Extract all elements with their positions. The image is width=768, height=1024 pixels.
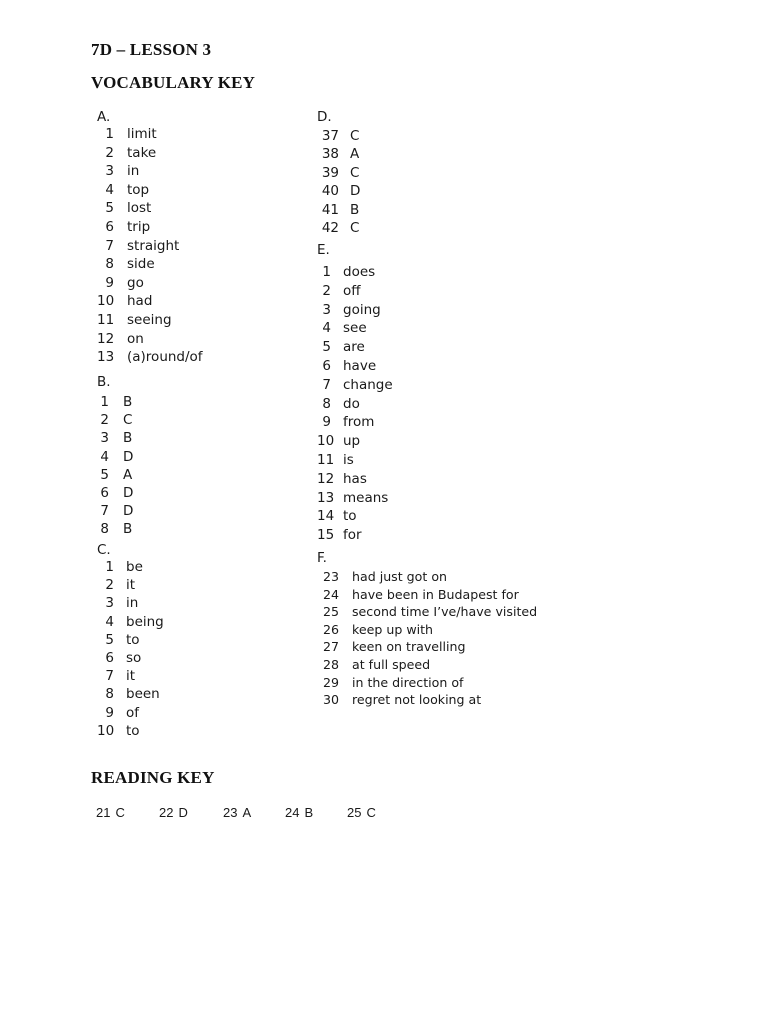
answer-list — [317, 568, 538, 709]
answer-item — [317, 338, 365, 357]
item-number: 7 — [105, 668, 114, 685]
item-answer: A — [242, 805, 252, 820]
answer-item — [97, 311, 172, 330]
answer-item — [317, 621, 434, 639]
item-answer: lost — [127, 200, 152, 217]
answer-item — [317, 526, 362, 545]
item-number: 7 — [105, 237, 114, 254]
answer-item — [97, 411, 133, 429]
item-number: 2 — [322, 282, 331, 299]
item-number: 30 — [322, 692, 339, 708]
item-answer: it — [126, 577, 136, 594]
answer-item — [317, 182, 361, 200]
item-answer: change — [343, 376, 393, 393]
item-number: 3 — [322, 301, 331, 318]
item-number: 5 — [100, 466, 109, 483]
answer-item — [97, 393, 133, 411]
item-number: 7 — [100, 503, 109, 520]
item-number: 3 — [105, 595, 114, 612]
item-number: 23 — [322, 569, 339, 584]
section-label: E. — [317, 242, 330, 258]
answer-item — [317, 432, 361, 451]
item-answer: B — [123, 394, 133, 410]
reading-answer-item — [347, 804, 376, 822]
item-answer: (a)round/of — [127, 349, 203, 366]
item-number: 22 — [159, 805, 174, 820]
answer-item — [97, 594, 139, 612]
item-answer: be — [126, 559, 143, 575]
item-answer: of — [126, 704, 140, 721]
item-number: 5 — [105, 631, 114, 648]
answer-item — [317, 413, 375, 432]
item-number: 21 — [96, 805, 111, 820]
item-number: 1 — [322, 264, 331, 280]
item-answer: has — [343, 470, 367, 487]
answer-item — [317, 568, 448, 586]
item-number: 8 — [322, 395, 331, 412]
item-number: 6 — [322, 357, 331, 374]
item-answer: A — [123, 466, 133, 483]
item-answer: B — [123, 430, 133, 447]
item-answer: to — [126, 722, 140, 739]
answer-item — [317, 219, 360, 237]
reading-answer-item — [96, 804, 125, 822]
item-number: 1 — [100, 394, 109, 410]
item-answer: side — [127, 256, 155, 273]
answer-item — [317, 489, 389, 508]
answer-item — [97, 502, 134, 520]
item-number: 11 — [317, 451, 335, 468]
item-answer: to — [343, 508, 357, 525]
answer-item — [317, 451, 354, 470]
item-answer: keen on travelling — [352, 639, 466, 655]
item-answer: C — [350, 219, 360, 236]
item-number: 27 — [322, 639, 339, 655]
item-answer: have been in Budapest for — [352, 586, 519, 602]
item-number: 24 — [285, 805, 300, 820]
item-answer: keep up with — [352, 621, 434, 637]
item-answer: D — [350, 183, 361, 200]
item-answer: for — [343, 527, 362, 544]
item-number: 40 — [321, 183, 339, 200]
item-number: 4 — [105, 181, 114, 198]
item-answer: top — [127, 181, 150, 198]
answer-item — [97, 181, 150, 200]
answer-item — [317, 282, 361, 301]
answer-item — [317, 603, 538, 621]
item-answer: C — [366, 805, 376, 820]
section-label: C. — [97, 542, 111, 558]
item-number: 12 — [97, 330, 115, 347]
answer-item — [97, 274, 144, 293]
vocabulary-key-heading: VOCABULARY KEY — [91, 73, 256, 92]
item-answer: on — [127, 330, 144, 347]
section-label: D. — [317, 109, 332, 125]
item-answer: C — [350, 164, 360, 181]
item-number: 6 — [105, 649, 114, 666]
answer-item — [97, 348, 203, 367]
item-answer: D — [123, 503, 134, 520]
answer-item — [317, 470, 367, 489]
item-answer: going — [343, 301, 381, 318]
answer-item — [97, 576, 136, 594]
reading-key-heading: READING KEY — [91, 768, 215, 787]
answer-item — [97, 613, 164, 631]
item-answer: D — [123, 448, 134, 465]
answer-item — [97, 199, 152, 218]
item-answer: had just got on — [352, 569, 448, 584]
answer-item — [97, 631, 140, 649]
answer-item — [97, 466, 133, 484]
item-number: 2 — [105, 144, 114, 161]
item-number: 13 — [97, 349, 115, 366]
answer-item — [317, 586, 519, 604]
item-answer: are — [343, 339, 365, 356]
answer-item — [97, 429, 133, 447]
item-answer: C — [115, 805, 125, 820]
item-number: 9 — [322, 414, 331, 431]
answer-item — [97, 722, 140, 740]
answer-item — [97, 330, 144, 349]
item-number: 4 — [105, 613, 114, 630]
item-number: 38 — [321, 146, 339, 163]
answer-item — [97, 162, 140, 181]
reading-answer-item — [159, 804, 188, 822]
item-answer: does — [343, 264, 376, 280]
answer-item — [97, 704, 140, 722]
item-number: 10 — [97, 293, 115, 310]
item-answer: seeing — [127, 311, 172, 328]
item-number: 11 — [97, 311, 115, 328]
answer-item — [317, 301, 381, 320]
page-title: 7D – LESSON 3 — [91, 40, 212, 59]
answer-list — [317, 127, 361, 237]
item-answer: it — [126, 668, 136, 685]
answer-item — [97, 448, 134, 466]
answer-item — [97, 520, 133, 538]
answer-item — [97, 484, 134, 502]
answer-item — [317, 164, 360, 182]
answer-item — [97, 685, 160, 703]
reading-answer-item — [223, 804, 251, 822]
answer-list — [317, 263, 393, 545]
item-answer: been — [126, 686, 160, 703]
item-answer: up — [343, 433, 361, 450]
item-answer: go — [127, 274, 144, 291]
answer-item — [317, 376, 393, 395]
item-answer: do — [343, 395, 360, 412]
item-number: 6 — [105, 218, 114, 235]
item-number: 13 — [317, 489, 335, 506]
answer-item — [317, 145, 360, 163]
answer-item — [317, 395, 360, 414]
item-answer: being — [126, 613, 164, 630]
item-answer: in — [126, 595, 139, 612]
item-number: 3 — [105, 163, 114, 180]
item-number: 2 — [105, 577, 114, 594]
item-answer: take — [127, 144, 157, 161]
item-answer: B — [350, 201, 360, 218]
item-answer: off — [343, 282, 361, 299]
item-number: 37 — [321, 128, 339, 144]
answer-list — [97, 558, 164, 740]
answer-item — [97, 237, 180, 256]
item-answer: from — [343, 414, 375, 431]
item-answer: B — [304, 805, 314, 820]
item-number: 26 — [322, 621, 339, 637]
answer-list — [97, 393, 134, 539]
item-number: 42 — [321, 219, 339, 236]
item-number: 1 — [105, 126, 114, 142]
item-answer: is — [343, 451, 354, 468]
item-number: 9 — [105, 274, 114, 291]
item-number: 8 — [100, 521, 109, 538]
item-number: 28 — [322, 656, 339, 672]
answer-item — [97, 144, 157, 163]
answer-item — [317, 357, 377, 376]
answer-item — [317, 638, 466, 656]
answer-item — [97, 125, 157, 144]
section-label: B. — [97, 374, 111, 390]
item-answer: A — [350, 146, 360, 163]
item-answer: D — [178, 805, 188, 820]
item-number: 1 — [105, 559, 114, 575]
answer-item — [317, 507, 357, 526]
item-number: 23 — [223, 805, 238, 820]
item-number: 10 — [97, 722, 115, 739]
item-number: 5 — [322, 339, 331, 356]
item-answer: C — [350, 128, 360, 144]
section-label: A. — [97, 109, 111, 125]
item-answer: so — [126, 649, 142, 666]
item-answer: have — [343, 357, 377, 374]
answer-item — [317, 656, 431, 674]
answer-item — [97, 255, 155, 274]
item-answer: had — [127, 293, 153, 310]
item-answer: in — [127, 163, 140, 180]
item-number: 24 — [322, 586, 339, 602]
item-number: 7 — [322, 376, 331, 393]
reading-answer-item — [285, 804, 313, 822]
answer-item — [317, 674, 464, 692]
answer-item — [97, 667, 136, 685]
item-answer: to — [126, 631, 140, 648]
answer-item — [97, 649, 142, 667]
item-answer: limit — [127, 126, 157, 142]
item-answer: second time I’ve/have visited — [352, 604, 538, 620]
item-answer: means — [343, 489, 389, 506]
item-number: 4 — [100, 448, 109, 465]
answer-list — [97, 125, 203, 367]
answer-item — [317, 127, 360, 145]
item-number: 29 — [322, 674, 339, 690]
item-number: 9 — [105, 704, 114, 721]
item-number: 8 — [105, 686, 114, 703]
item-number: 39 — [321, 164, 339, 181]
answer-item — [317, 319, 367, 338]
item-number: 15 — [317, 527, 335, 544]
section-label: F. — [317, 550, 327, 566]
item-number: 25 — [347, 805, 362, 820]
item-number: 12 — [317, 470, 335, 487]
item-answer: in the direction of — [352, 674, 464, 690]
item-number: 4 — [322, 320, 331, 337]
item-answer: straight — [127, 237, 180, 254]
item-answer: regret not looking at — [352, 692, 482, 708]
item-number: 8 — [105, 256, 114, 273]
answer-item — [317, 201, 360, 219]
item-number: 5 — [105, 200, 114, 217]
item-number: 25 — [322, 604, 339, 620]
answer-item — [97, 558, 143, 576]
item-answer: at full speed — [352, 656, 431, 672]
item-answer: D — [123, 484, 134, 501]
answer-item — [97, 218, 151, 237]
item-number: 14 — [317, 508, 335, 525]
item-number: 10 — [317, 433, 335, 450]
item-answer: C — [123, 412, 133, 429]
answer-item — [97, 292, 153, 311]
item-number: 2 — [100, 412, 109, 429]
item-number: 6 — [100, 484, 109, 501]
item-answer: B — [123, 521, 133, 538]
answer-item — [317, 691, 482, 709]
item-number: 3 — [100, 430, 109, 447]
item-answer: see — [343, 320, 367, 337]
answer-item — [317, 263, 376, 282]
item-number: 41 — [321, 201, 339, 218]
item-answer: trip — [127, 218, 151, 235]
